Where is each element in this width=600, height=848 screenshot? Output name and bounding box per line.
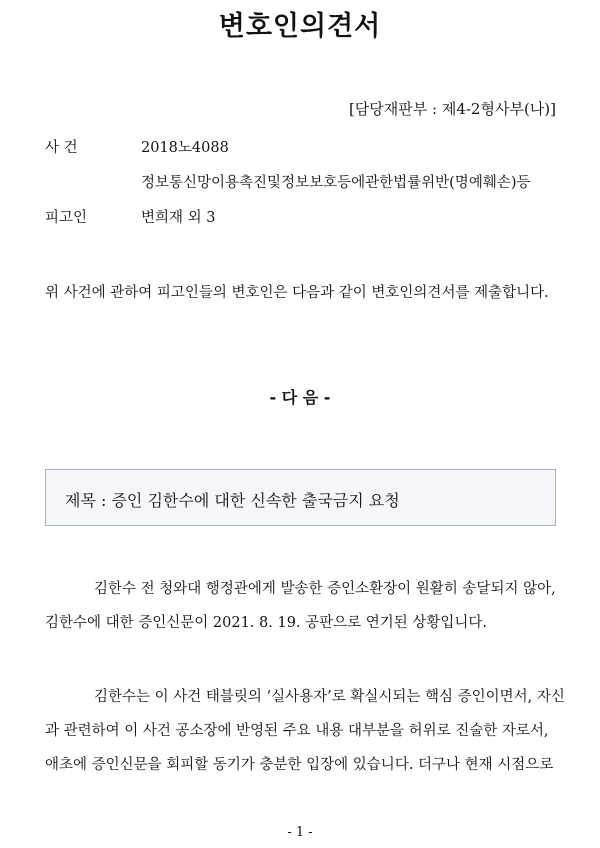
paragraph-line: 과 관련하여 이 사건 공소장에 반영된 주요 내용 대부분을 허위로 진술한 자로서, [45, 723, 549, 739]
paragraph-1 [45, 572, 557, 640]
page-number: - 1 - [287, 825, 313, 840]
paragraph-line: 김한수에 대한 증인신문이 2021. 8. 19. 공판으로 연기된 상황입니다. [45, 615, 488, 631]
case-label: 사 건 [45, 140, 78, 156]
paragraph-line: 김한수 전 청와대 행정관에게 발송한 증인소환장이 원활히 송달되지 않아, [94, 581, 556, 597]
paragraph-2 [45, 680, 565, 782]
intro-text: 위 사건에 관하여 피고인들의 변호인은 다음과 같이 변호인의견서를 제출합니다. [45, 285, 549, 301]
defendant-name: 변희재 외 3 [141, 210, 216, 226]
case-number: 2018노4088 [141, 140, 229, 156]
paragraph-line: 애초에 증인신문을 회피할 동기가 충분한 입장에 있습니다. 더구나 현재 시점으로 [45, 757, 554, 773]
document-title: 변호인의견서 [218, 11, 382, 42]
section-heading: - 다 음 - [269, 388, 331, 407]
defendant-label: 피고인 [45, 210, 88, 226]
subject-text: 제목 : 증인 김한수에 대한 신속한 출국금지 요청 [65, 491, 400, 510]
department-label: [담당재판부 : 제4-2형사부(나)] [348, 100, 556, 118]
case-charge: 정보통신망이용촉진및정보보호등에관한법률위반(명예훼손)등 [141, 175, 531, 191]
subject-box [45, 469, 556, 526]
paragraph-line: 김한수는 이 사건 태블릿의 ‘실사용자’로 확실시되는 핵심 증인이면서, 자신 [94, 689, 565, 705]
